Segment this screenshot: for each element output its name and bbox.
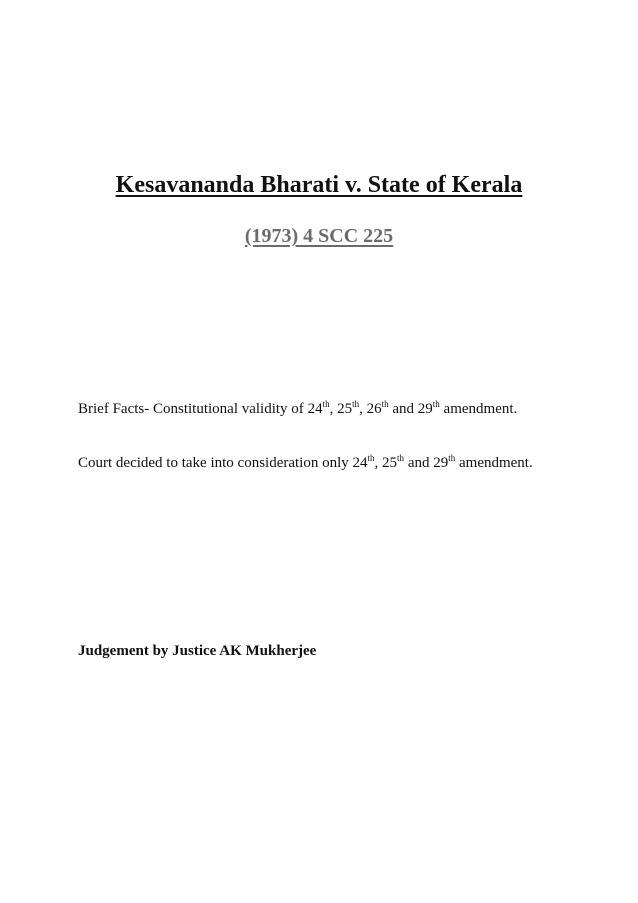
ordinal-suffix: th (352, 399, 360, 409)
case-title: Kesavananda Bharati v. State of Kerala (115, 172, 523, 198)
separator: and (404, 455, 430, 471)
amendment-number: 24 (352, 455, 368, 471)
amendment-ref (367, 401, 414, 417)
amendment-number: 29 (417, 401, 433, 417)
separator: and (388, 401, 415, 417)
court-decision-paragraph (78, 450, 562, 476)
brief-facts-tail: amendment. (443, 401, 518, 417)
amendment-number: 25 (337, 401, 353, 417)
court-decision-tail: amendment. (459, 455, 533, 471)
brief-facts-paragraph (78, 396, 562, 422)
amendment-ref (382, 455, 429, 471)
judgement-heading: Judgement by Justice AK Mukherjee (78, 643, 317, 659)
ordinal-suffix: th (448, 453, 456, 463)
amendment-number: 25 (382, 455, 398, 471)
amendment-ref (353, 455, 379, 471)
amendment-ref (337, 401, 363, 417)
separator: , (329, 401, 334, 417)
ordinal-suffix: th (381, 399, 389, 409)
brief-facts-lead: Brief Facts- Constitutional validity of (78, 401, 304, 417)
amendment-ref (308, 401, 334, 417)
amendment-number: 26 (366, 401, 382, 417)
amendment-number: 24 (307, 401, 323, 417)
ordinal-suffix: th (397, 453, 405, 463)
amendment-ref (433, 455, 455, 471)
case-citation: (1973) 4 SCC 225 (244, 225, 394, 247)
ordinal-suffix: th (322, 399, 330, 409)
ordinal-suffix: th (367, 453, 375, 463)
separator: , (374, 455, 379, 471)
amendment-number: 29 (433, 455, 449, 471)
separator: , (359, 401, 363, 417)
amendment-ref (418, 401, 440, 417)
court-decision-lead: Court decided to take into consideration only (78, 455, 349, 471)
ordinal-suffix: th (432, 399, 440, 409)
